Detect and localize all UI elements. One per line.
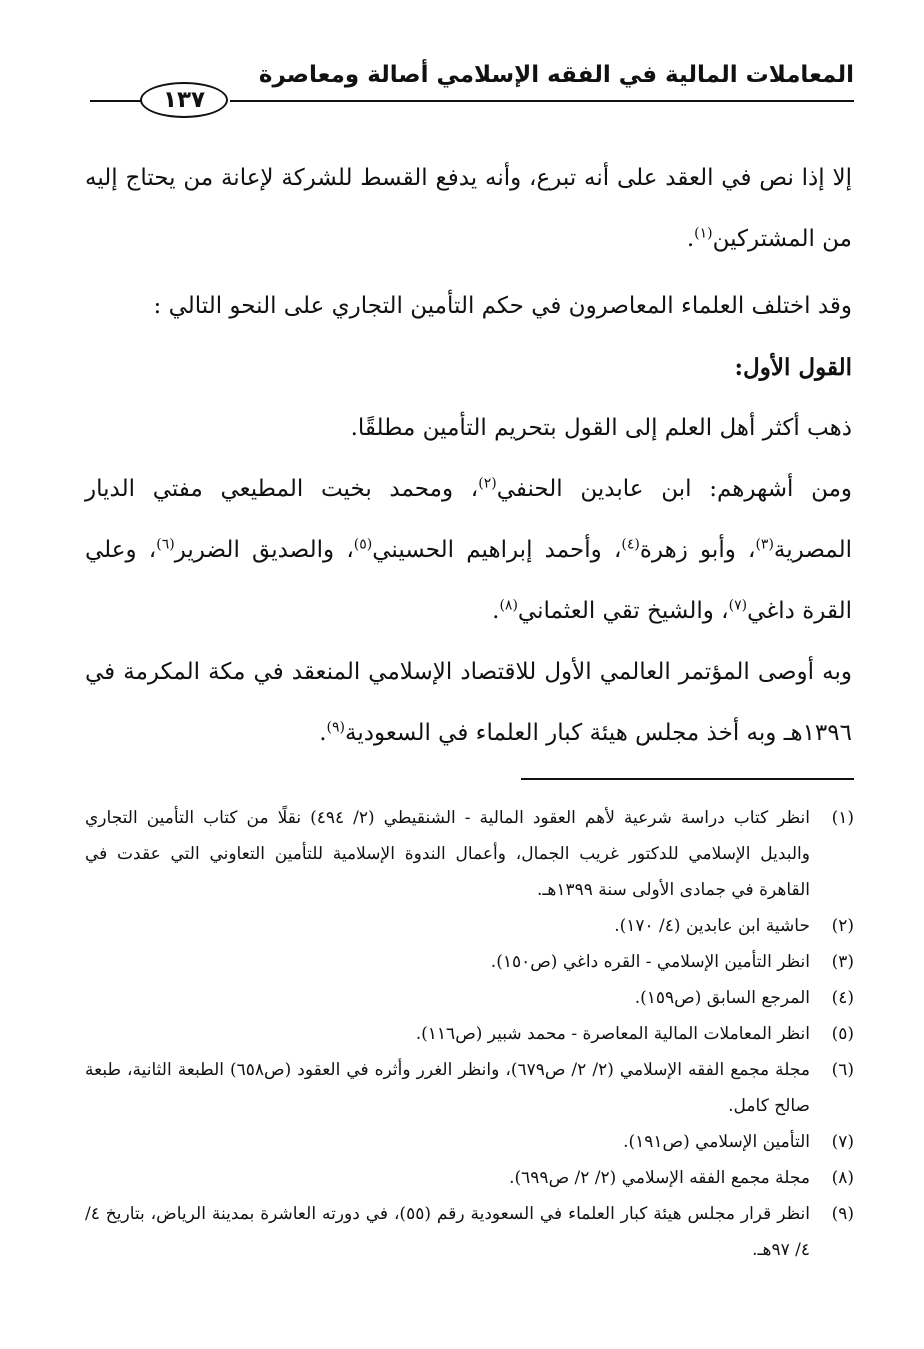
footnote-text: حاشية ابن عابدين (٤/ ١٧٠).: [614, 916, 810, 936]
paragraph-4-part-3: ، وأبو زهرة: [639, 537, 756, 563]
footnote-text: المرجع السابق (ص١٥٩).: [634, 988, 810, 1008]
header-rule: [230, 100, 854, 102]
footnote-ref-9: (٩): [326, 719, 345, 736]
footnote-number: (٦): [831, 1060, 854, 1080]
footnote-number: (٤): [831, 988, 854, 1008]
footnote-ref-2: (٢): [478, 475, 497, 492]
footnote-ref-8: (٨): [499, 597, 518, 614]
footnote-8: [85, 1160, 854, 1196]
paragraph-4: [85, 459, 852, 642]
paragraph-5: [85, 642, 852, 764]
footnote-9: [85, 1196, 854, 1268]
paragraph-4-part-7: ، والشيخ تقي العثماني: [517, 598, 729, 624]
page-number: ١٣٧: [140, 82, 228, 118]
paragraph-1-text: إلا إذا نص في العقد على أنه تبرع، وأنه يدفع القسط للشركة لإعانة من يحتاج إليه من المشتركين: [85, 165, 852, 252]
footnote-number: (٨): [831, 1168, 854, 1188]
footnote-ref-5: (٥): [353, 536, 373, 553]
footnote-text: التأمين الإسلامي (ص١٩١).: [623, 1132, 810, 1152]
footnote-text: انظر التأمين الإسلامي - القره داغي (ص١٥٠).: [490, 952, 810, 972]
footnote-7: [85, 1124, 854, 1160]
footnote-number: (٥): [831, 1024, 854, 1044]
paragraph-1: [85, 148, 852, 270]
footnote-ref-7: (٧): [728, 597, 748, 614]
footnote-ref-3: (٣): [755, 536, 774, 553]
paragraph-4-part-6: ، وعلي القرة داغي: [85, 537, 852, 624]
footnote-number: (٢): [831, 916, 854, 936]
paragraph-4-part-1: ومن أشهرهم: ابن عابدين الحنفي: [496, 476, 853, 502]
footnote-number: (٩): [831, 1204, 854, 1224]
footnote-text: انظر المعاملات المالية المعاصرة - محمد شبير (ص١١٦).: [415, 1024, 810, 1044]
paragraph-4-part-5: ، والصديق الضرير: [174, 537, 354, 563]
footnote-number: (١): [831, 808, 854, 828]
header-rule-left: [90, 100, 142, 102]
footnote-5: [85, 1016, 854, 1052]
footnote-4: [85, 980, 854, 1016]
footnote-text: مجلة مجمع الفقه الإسلامي (٢/ ٢/ ص٦٧٩)، وانظر الغرر وأثره في العقود (ص٦٥٨) الطبعة الثانية، طبعة صالح كامل.: [85, 1060, 810, 1116]
footnote-ref-4: (٤): [621, 536, 640, 553]
paragraph-2: وقد اختلف العلماء المعاصرون في حكم التأمين التجاري على النحو التالي :: [153, 293, 852, 319]
footnote-2: [85, 908, 854, 944]
paragraph-4-part-2: ، ومحمد بخيت المطيعي مفتي الديار المصرية: [85, 476, 852, 563]
section-heading: القول الأول:: [734, 354, 852, 381]
footnote-text: انظر كتاب دراسة شرعية لأهم العقود المالية - الشنقيطي (٢/ ٤٩٤) نقلًا من كتاب التأمين التجاري والبديل الإسلامي للدكتور غريب الجمال، وأعمال الندوة الإسلامية للتأمين التعاوني التي عقدت في القاهرة في جمادى الأولى سنة ١٣٩٩هـ.: [85, 808, 811, 900]
footnote-number: (٧): [831, 1132, 854, 1152]
main-text: [85, 148, 852, 764]
paragraph-5-text: وبه أوصى المؤتمر العالمي الأول للاقتصاد الإسلامي المنعقد في مكة المكرمة في ١٣٩٦هـ وبه أخذ مجلس هيئة كبار العلماء في السعودية: [85, 659, 852, 746]
paragraph-4-part-4: ، وأحمد إبراهيم الحسيني: [372, 537, 622, 563]
page-header: [90, 58, 854, 118]
footnote-1: [85, 800, 854, 908]
paragraph-1-end: .: [686, 226, 695, 252]
footnote-ref-1: (١): [694, 225, 713, 242]
footnote-separator: [521, 778, 854, 780]
footnote-ref-6: (٦): [156, 536, 175, 553]
footnote-6: [85, 1052, 854, 1124]
paragraph-4-end: .: [492, 598, 500, 624]
paragraph-5-end: .: [319, 720, 327, 746]
footnote-3: [85, 944, 854, 980]
footnote-number: (٣): [831, 952, 854, 972]
footnote-text: انظر قرار مجلس هيئة كبار العلماء في السعودية رقم (٥٥)، في دورته العاشرة بمدينة الرياض، بتاريخ ٤/ ٤/ ٩٧هـ.: [85, 1204, 811, 1260]
footnote-text: مجلة مجمع الفقه الإسلامي (٢/ ٢/ ص٦٩٩).: [509, 1168, 810, 1188]
footnotes: [85, 800, 854, 1268]
running-title: المعاملات المالية في الفقه الإسلامي أصالة ومعاصرة: [258, 62, 854, 88]
paragraph-3: ذهب أكثر أهل العلم إلى القول بتحريم التأمين مطلقًا.: [350, 415, 852, 441]
